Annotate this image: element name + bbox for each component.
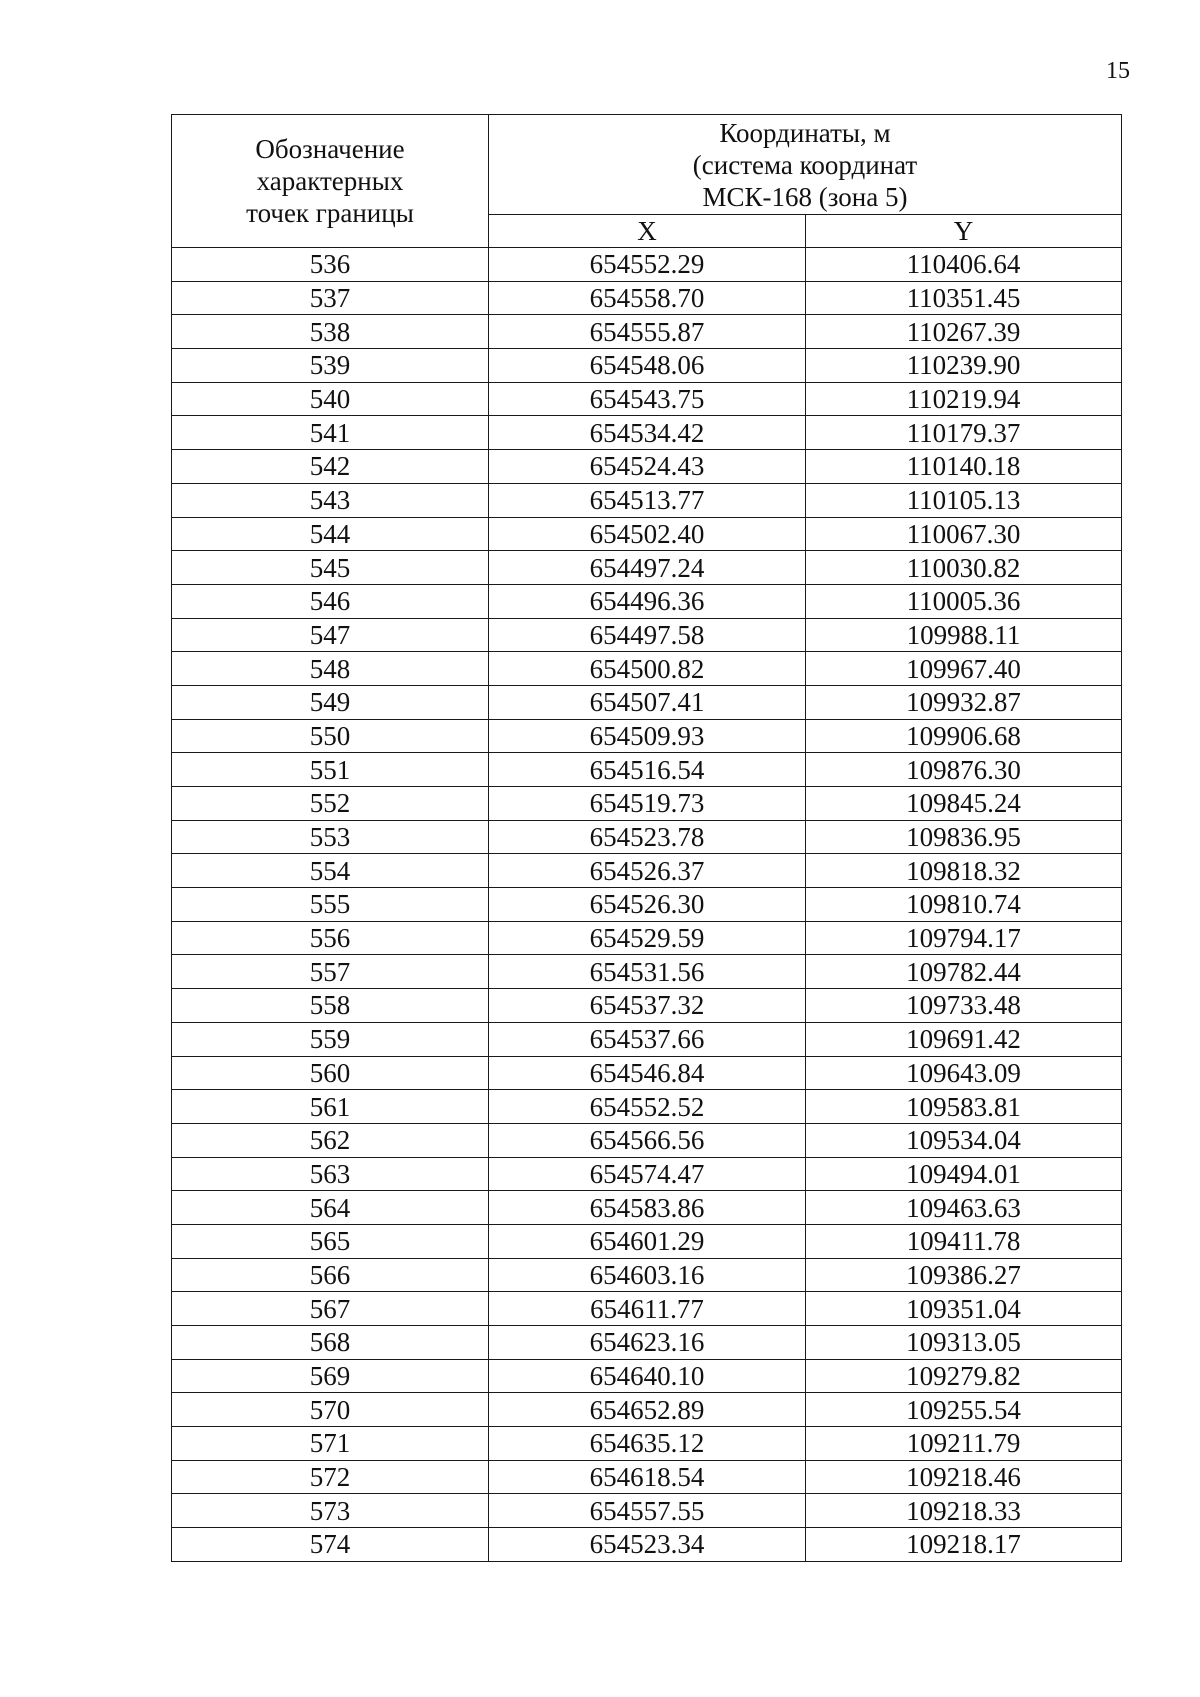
y-coordinate-cell: 109845.24 — [806, 787, 1122, 821]
table-row — [172, 483, 1122, 517]
table-row — [172, 1224, 1122, 1258]
x-coordinate-cell: 654552.52 — [489, 1090, 806, 1124]
x-coordinate-cell: 654497.24 — [489, 551, 806, 585]
x-coordinate-cell: 654555.87 — [489, 315, 806, 349]
y-coordinate-cell: 109782.44 — [806, 955, 1122, 989]
x-coordinate-cell: 654546.84 — [489, 1056, 806, 1090]
point-id-cell: 536 — [172, 248, 489, 282]
point-id-cell: 570 — [172, 1393, 489, 1427]
x-coordinate-cell: 654611.77 — [489, 1292, 806, 1326]
point-id-cell: 559 — [172, 1022, 489, 1056]
point-id-cell: 566 — [172, 1258, 489, 1292]
point-id-cell: 549 — [172, 685, 489, 719]
point-id-cell: 568 — [172, 1326, 489, 1360]
y-coordinate-cell: 109836.95 — [806, 820, 1122, 854]
point-id-cell: 554 — [172, 854, 489, 888]
point-id-cell: 538 — [172, 315, 489, 349]
x-coordinate-cell: 654552.29 — [489, 248, 806, 282]
header-coordinates — [489, 115, 1122, 215]
x-coordinate-cell: 654502.40 — [489, 517, 806, 551]
table-row — [172, 450, 1122, 484]
table-row — [172, 1292, 1122, 1326]
table-row — [172, 753, 1122, 787]
y-coordinate-cell: 109463.63 — [806, 1191, 1122, 1225]
table-row — [172, 1326, 1122, 1360]
x-coordinate-cell: 654534.42 — [489, 416, 806, 450]
y-coordinate-cell: 109810.74 — [806, 888, 1122, 922]
point-id-cell: 572 — [172, 1460, 489, 1494]
y-coordinate-cell: 109534.04 — [806, 1123, 1122, 1157]
point-id-cell: 561 — [172, 1090, 489, 1124]
point-id-cell: 563 — [172, 1157, 489, 1191]
header-point-line-2: характерных — [256, 166, 404, 196]
y-coordinate-cell: 109218.46 — [806, 1460, 1122, 1494]
table-row — [172, 281, 1122, 315]
point-id-cell: 551 — [172, 753, 489, 787]
x-coordinate-cell: 654523.34 — [489, 1528, 806, 1562]
y-coordinate-cell: 109386.27 — [806, 1258, 1122, 1292]
point-id-cell: 557 — [172, 955, 489, 989]
table-row — [172, 551, 1122, 585]
point-id-cell: 569 — [172, 1359, 489, 1393]
header-point-line-3: точек границы — [246, 198, 414, 228]
x-coordinate-cell: 654574.47 — [489, 1157, 806, 1191]
coordinates-table — [171, 114, 1122, 1562]
x-coordinate-cell: 654526.30 — [489, 888, 806, 922]
header-point-line-1: Обозначение — [255, 134, 405, 164]
y-coordinate-cell: 109691.42 — [806, 1022, 1122, 1056]
x-coordinate-cell: 654507.41 — [489, 685, 806, 719]
table-row — [172, 719, 1122, 753]
header-coords-line-2: (система координат — [692, 149, 918, 180]
x-coordinate-cell: 654623.16 — [489, 1326, 806, 1360]
header-point-designation — [172, 115, 489, 248]
x-coordinate-cell: 654537.66 — [489, 1022, 806, 1056]
table-row — [172, 1528, 1122, 1562]
y-coordinate-cell: 109733.48 — [806, 989, 1122, 1023]
table-row — [172, 1460, 1122, 1494]
table-row — [172, 1393, 1122, 1427]
x-coordinate-cell: 654558.70 — [489, 281, 806, 315]
y-coordinate-cell: 109818.32 — [806, 854, 1122, 888]
y-coordinate-cell: 110030.82 — [806, 551, 1122, 585]
table-row — [172, 854, 1122, 888]
x-coordinate-cell: 654635.12 — [489, 1427, 806, 1461]
table-body — [172, 248, 1122, 1562]
y-coordinate-cell: 110140.18 — [806, 450, 1122, 484]
x-coordinate-cell: 654618.54 — [489, 1460, 806, 1494]
x-coordinate-cell: 654524.43 — [489, 450, 806, 484]
y-coordinate-cell: 109218.17 — [806, 1528, 1122, 1562]
x-coordinate-cell: 654519.73 — [489, 787, 806, 821]
x-coordinate-cell: 654543.75 — [489, 382, 806, 416]
x-coordinate-cell: 654500.82 — [489, 652, 806, 686]
y-coordinate-cell: 110005.36 — [806, 584, 1122, 618]
y-coordinate-cell: 109932.87 — [806, 685, 1122, 719]
y-coordinate-cell: 110067.30 — [806, 517, 1122, 551]
y-coordinate-cell: 110267.39 — [806, 315, 1122, 349]
point-id-cell: 558 — [172, 989, 489, 1023]
table-row — [172, 1258, 1122, 1292]
table-row — [172, 1191, 1122, 1225]
y-coordinate-cell: 109411.78 — [806, 1224, 1122, 1258]
point-id-cell: 560 — [172, 1056, 489, 1090]
y-coordinate-cell: 109211.79 — [806, 1427, 1122, 1461]
point-id-cell: 564 — [172, 1191, 489, 1225]
page-number: 15 — [1106, 58, 1130, 84]
table-row — [172, 315, 1122, 349]
y-coordinate-cell: 110179.37 — [806, 416, 1122, 450]
y-coordinate-cell: 110351.45 — [806, 281, 1122, 315]
point-id-cell: 539 — [172, 349, 489, 383]
table-row — [172, 618, 1122, 652]
header-y: Y — [806, 215, 1122, 248]
table-row — [172, 1157, 1122, 1191]
x-coordinate-cell: 654529.59 — [489, 921, 806, 955]
point-id-cell: 544 — [172, 517, 489, 551]
point-id-cell: 565 — [172, 1224, 489, 1258]
point-id-cell: 574 — [172, 1528, 489, 1562]
table-row — [172, 685, 1122, 719]
x-coordinate-cell: 654537.32 — [489, 989, 806, 1023]
point-id-cell: 567 — [172, 1292, 489, 1326]
table-row — [172, 955, 1122, 989]
point-id-cell: 546 — [172, 584, 489, 618]
point-id-cell: 573 — [172, 1494, 489, 1528]
table-row — [172, 921, 1122, 955]
table-row — [172, 517, 1122, 551]
point-id-cell: 553 — [172, 820, 489, 854]
y-coordinate-cell: 109988.11 — [806, 618, 1122, 652]
table-row — [172, 416, 1122, 450]
x-coordinate-cell: 654601.29 — [489, 1224, 806, 1258]
point-id-cell: 552 — [172, 787, 489, 821]
table-row — [172, 1427, 1122, 1461]
table-row — [172, 820, 1122, 854]
point-id-cell: 547 — [172, 618, 489, 652]
point-id-cell: 540 — [172, 382, 489, 416]
x-coordinate-cell: 654509.93 — [489, 719, 806, 753]
y-coordinate-cell: 109313.05 — [806, 1326, 1122, 1360]
y-coordinate-cell: 109351.04 — [806, 1292, 1122, 1326]
point-id-cell: 543 — [172, 483, 489, 517]
point-id-cell: 542 — [172, 450, 489, 484]
y-coordinate-cell: 110406.64 — [806, 248, 1122, 282]
table-row — [172, 888, 1122, 922]
x-coordinate-cell: 654526.37 — [489, 854, 806, 888]
table-row — [172, 1123, 1122, 1157]
point-id-cell: 537 — [172, 281, 489, 315]
x-coordinate-cell: 654516.54 — [489, 753, 806, 787]
x-coordinate-cell: 654640.10 — [489, 1359, 806, 1393]
x-coordinate-cell: 654497.58 — [489, 618, 806, 652]
y-coordinate-cell: 110105.13 — [806, 483, 1122, 517]
point-id-cell: 550 — [172, 719, 489, 753]
y-coordinate-cell: 109876.30 — [806, 753, 1122, 787]
y-coordinate-cell: 109643.09 — [806, 1056, 1122, 1090]
y-coordinate-cell: 109279.82 — [806, 1359, 1122, 1393]
table-row — [172, 1359, 1122, 1393]
y-coordinate-cell: 110219.94 — [806, 382, 1122, 416]
x-coordinate-cell: 654603.16 — [489, 1258, 806, 1292]
x-coordinate-cell: 654513.77 — [489, 483, 806, 517]
x-coordinate-cell: 654583.86 — [489, 1191, 806, 1225]
y-coordinate-cell: 109494.01 — [806, 1157, 1122, 1191]
x-coordinate-cell: 654557.55 — [489, 1494, 806, 1528]
y-coordinate-cell: 109794.17 — [806, 921, 1122, 955]
y-coordinate-cell: 109583.81 — [806, 1090, 1122, 1124]
y-coordinate-cell: 109255.54 — [806, 1393, 1122, 1427]
x-coordinate-cell: 654523.78 — [489, 820, 806, 854]
table-row — [172, 1022, 1122, 1056]
x-coordinate-cell: 654548.06 — [489, 349, 806, 383]
point-id-cell: 562 — [172, 1123, 489, 1157]
y-coordinate-cell: 109218.33 — [806, 1494, 1122, 1528]
point-id-cell: 545 — [172, 551, 489, 585]
x-coordinate-cell: 654652.89 — [489, 1393, 806, 1427]
y-coordinate-cell: 110239.90 — [806, 349, 1122, 383]
point-id-cell: 556 — [172, 921, 489, 955]
x-coordinate-cell: 654496.36 — [489, 584, 806, 618]
header-x: X — [489, 215, 806, 248]
header-coords-line-1: Координаты, м — [719, 117, 891, 148]
x-coordinate-cell: 654531.56 — [489, 955, 806, 989]
header-coords-line-3: МСК-168 (зона 5) — [702, 181, 908, 212]
point-id-cell: 571 — [172, 1427, 489, 1461]
point-id-cell: 548 — [172, 652, 489, 686]
table-row — [172, 1090, 1122, 1124]
x-coordinate-cell: 654566.56 — [489, 1123, 806, 1157]
table-row — [172, 652, 1122, 686]
table-row — [172, 248, 1122, 282]
table-row — [172, 349, 1122, 383]
table-row — [172, 989, 1122, 1023]
point-id-cell: 541 — [172, 416, 489, 450]
point-id-cell: 555 — [172, 888, 489, 922]
table-row — [172, 1056, 1122, 1090]
table-row — [172, 382, 1122, 416]
y-coordinate-cell: 109906.68 — [806, 719, 1122, 753]
table-row — [172, 787, 1122, 821]
table-row — [172, 584, 1122, 618]
y-coordinate-cell: 109967.40 — [806, 652, 1122, 686]
table-row — [172, 1494, 1122, 1528]
